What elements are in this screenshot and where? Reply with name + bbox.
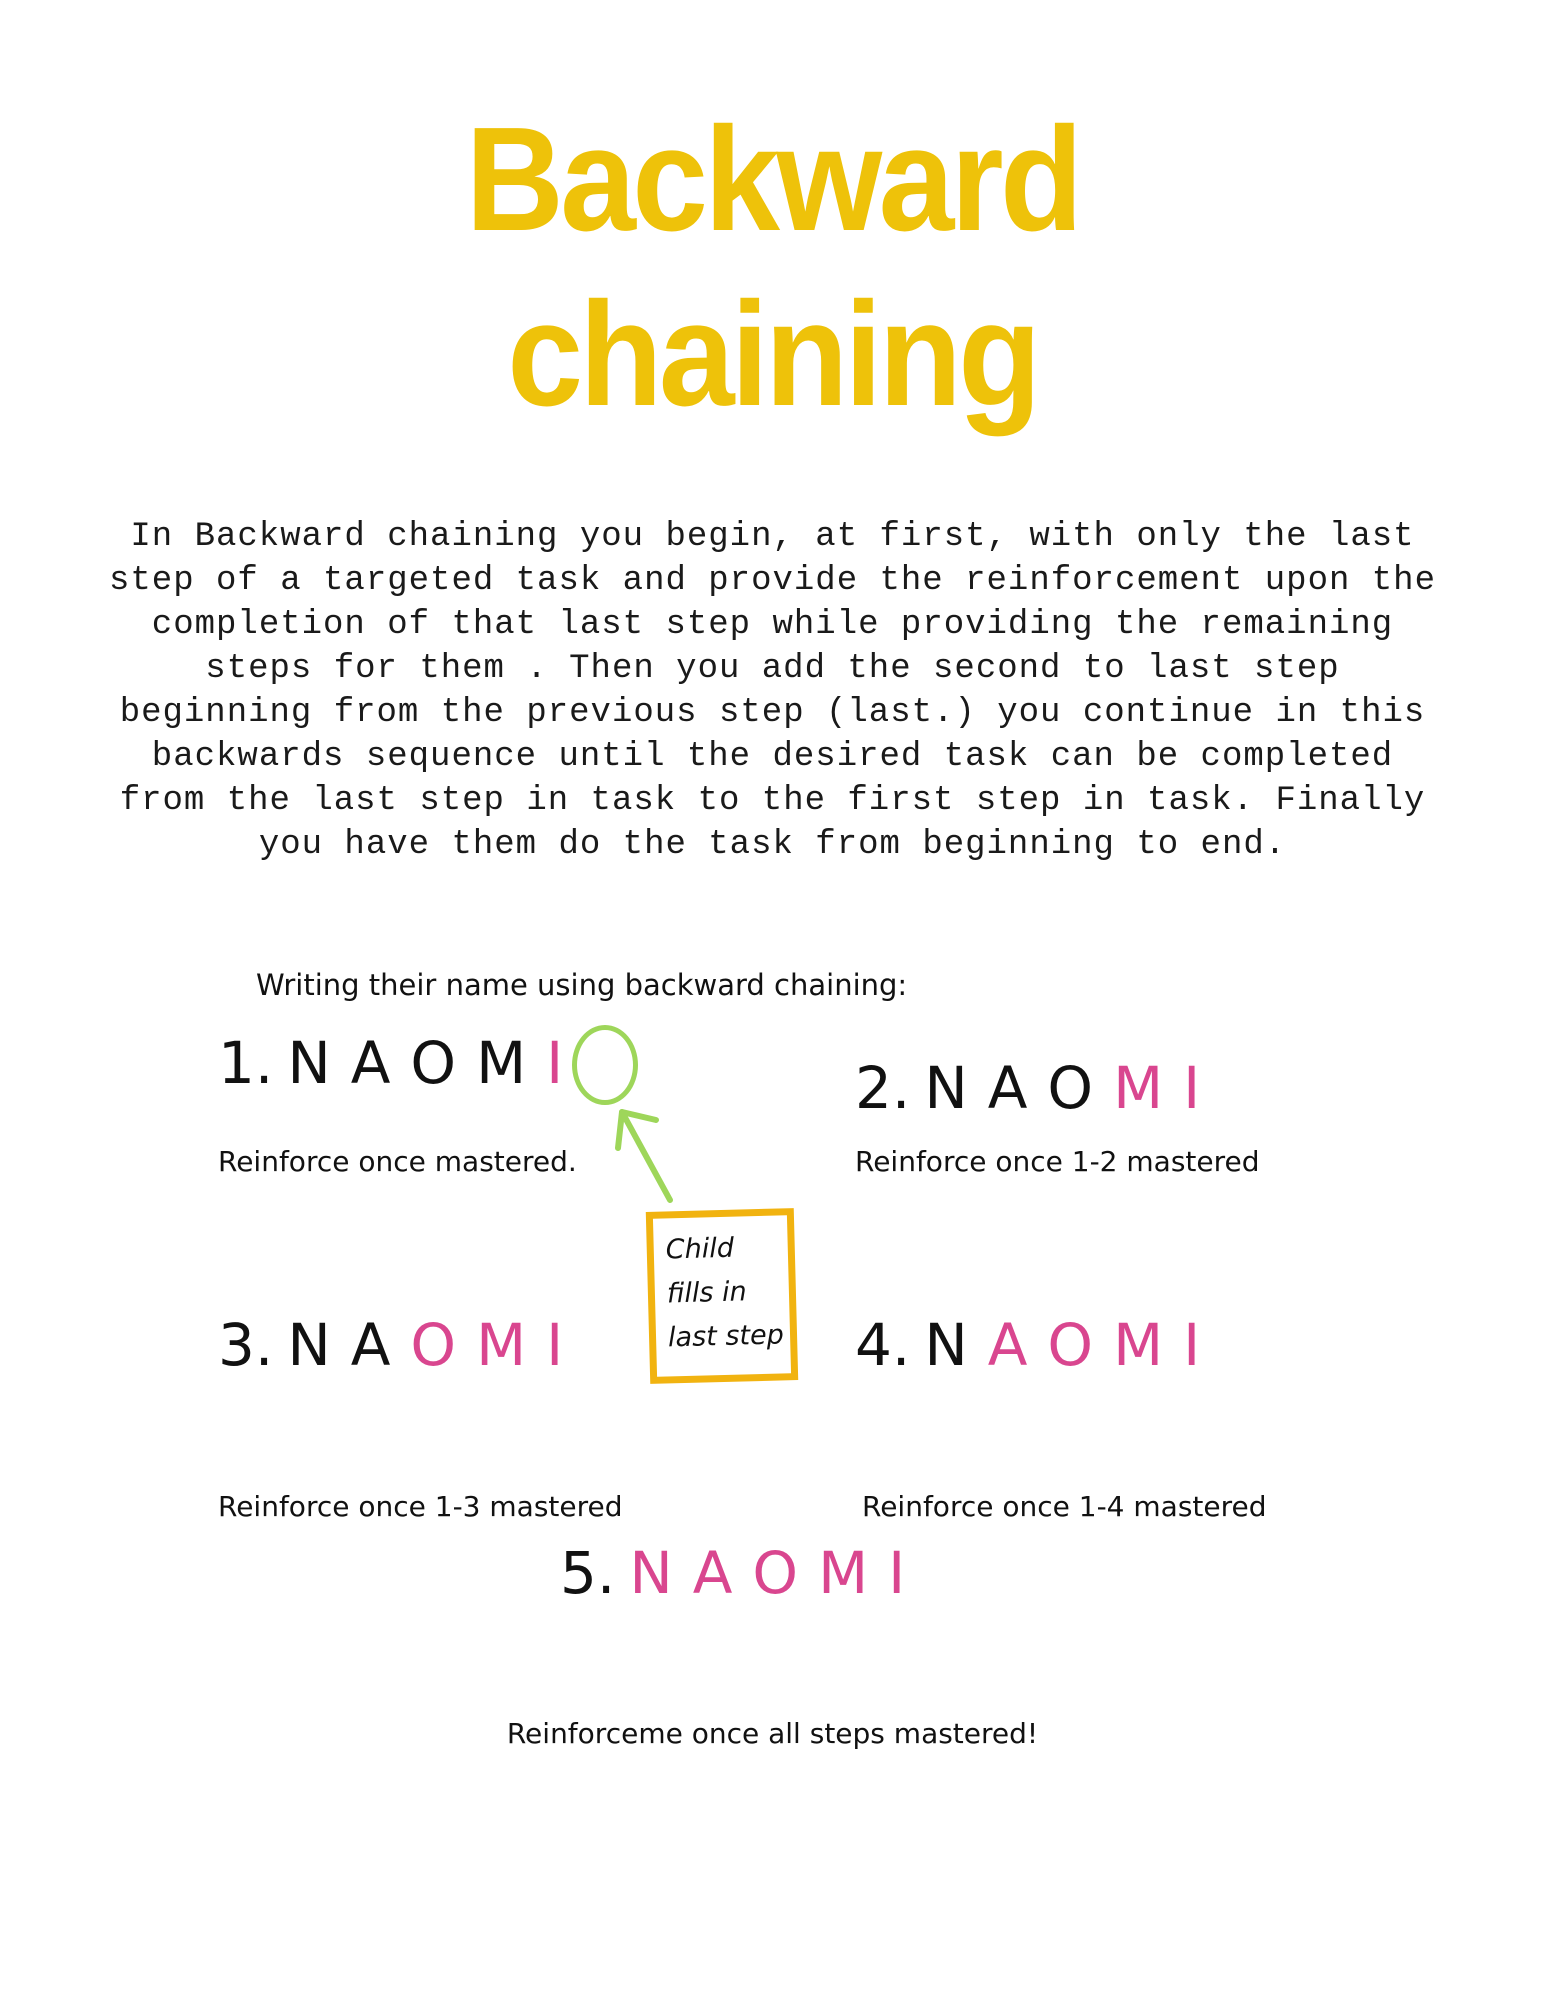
callout-line-3: last step <box>667 1319 785 1354</box>
step-2 <box>855 1053 1220 1123</box>
letter: M <box>818 1539 869 1607</box>
letter: M <box>1113 1311 1164 1379</box>
letter: M <box>476 1311 527 1379</box>
letter: A <box>350 1029 391 1097</box>
highlight-circle <box>572 1025 638 1105</box>
step-3 <box>218 1310 583 1380</box>
step-number: 4. <box>855 1311 911 1379</box>
letter: O <box>1047 1054 1094 1122</box>
letter: O <box>1047 1311 1094 1379</box>
callout-note <box>646 1208 798 1384</box>
callout-line-2: fills in <box>666 1276 748 1310</box>
letter: N <box>287 1311 331 1379</box>
letter: A <box>350 1311 391 1379</box>
letter: N <box>924 1311 968 1379</box>
letter: I <box>1183 1054 1201 1122</box>
letter: A <box>987 1054 1028 1122</box>
step-5 <box>560 1538 925 1608</box>
callout-text <box>665 1225 784 1360</box>
title-line-1: Backward <box>465 97 1080 262</box>
step-1 <box>218 1028 583 1098</box>
letter: I <box>888 1539 906 1607</box>
letter: A <box>987 1311 1028 1379</box>
step-3-reinforce-note: Reinforce once 1-3 mastered <box>218 1490 623 1523</box>
letter: N <box>924 1054 968 1122</box>
step-number: 2. <box>855 1054 911 1122</box>
letter: M <box>1113 1054 1164 1122</box>
step-4-reinforce-note: Reinforce once 1-4 mastered <box>862 1490 1267 1523</box>
letter: O <box>752 1539 799 1607</box>
title-line-2: chaining <box>507 272 1038 437</box>
step-4 <box>855 1310 1220 1380</box>
letter: M <box>476 1029 527 1097</box>
step-1-reinforce-note: Reinforce once mastered. <box>218 1145 577 1178</box>
arrow-up-icon <box>610 1100 680 1210</box>
example-heading: Writing their name using backward chaining: <box>256 968 908 1002</box>
letter: A <box>692 1539 733 1607</box>
letter: N <box>629 1539 673 1607</box>
step-number: 3. <box>218 1311 274 1379</box>
letter: I <box>546 1029 564 1097</box>
description-paragraph: In Backward chaining you begin, at first, with only the last step of a targeted task and provide the reinforcement upon the completion of that last step while providing the remaining steps for them . Then you add the second to last step beginning from the previous step (last.) you continue in this backwards sequence until the desired task can be completed from the last step in task to the first step in task. Finally you have them do the task from beginning to end. <box>108 518 1436 864</box>
letter: O <box>410 1311 457 1379</box>
callout-line-1: Child <box>665 1232 735 1266</box>
letter: O <box>410 1029 457 1097</box>
letter: I <box>1183 1311 1201 1379</box>
step-2-reinforce-note: Reinforce once 1-2 mastered <box>855 1145 1260 1178</box>
step-number: 5. <box>560 1539 616 1607</box>
step-5-reinforce-note: Reinforceme once all steps mastered! <box>506 1717 1039 1750</box>
letter: N <box>287 1029 331 1097</box>
step-number: 1. <box>218 1029 274 1097</box>
letter: I <box>546 1311 564 1379</box>
